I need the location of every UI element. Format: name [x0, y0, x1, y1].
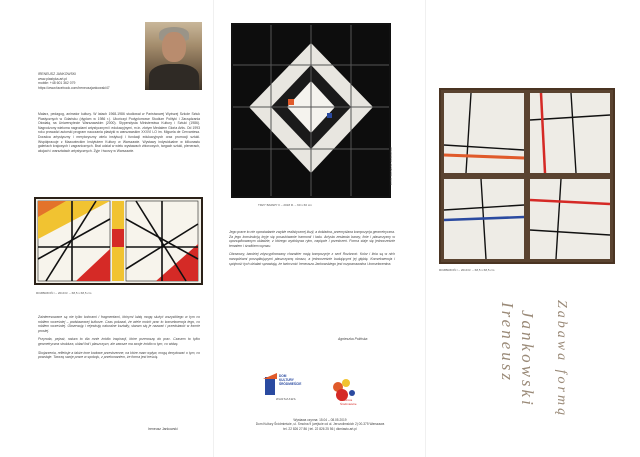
website-link[interactable]: www.plastyka.art.pl: [38, 76, 68, 81]
logo-text: ŚRÓDMIEŚCIE: [279, 381, 302, 386]
cover-exhibition-title: [554, 300, 569, 418]
artwork-rozbrzon-right-image: [441, 90, 613, 262]
caption-left-artwork: ROZBRZOŃ I – 2019 R. – 68,5 x 68,5 cm: [36, 291, 92, 295]
artist-bio: Malarz, pedagog, animator kultury. W latach 1968-1986 studiował w Państwowej Wyższej Szkole Sztuk Plastycznych w Gdańsku (dyplom w 1986 r.). Ukończył Podyplomowe Studium Polityki i Zarządzania Oświatą na Uniwersytecie Warszawskim (2000). Stypendysta Ministerstwa Kultury i Sztuki (1986). Nagrodzony wieloma nagrodami artystycznymi i edukacyjnymi, m.in. złotym Medalem Gloria Artis. Od 1993 roku prowadzi autorski program nauczania plastyki w warszawskim XXXVI LO im. Miguela de Cervantesa. Doradca artystyczny i merytoryczny wielu instytucji i fundacji edukacyjnych oraz promocji sztuki. Współpracuje z Mazowieckim Instytutem Kultury w Warszawie. Wystawy indywidualne w kilkunastu galeriach krajowych i zagranicznych. Brał udział w wielu wystawach zbiorowych, targach sztuki, plenerach, akcjach i warsztatach artystycznych. Żyje i tworzy w Warszawie.: [38, 112, 200, 153]
curator-text: [229, 230, 395, 270]
photo-credit: FOTO: IRENEUSZ JANKOWSKI: [390, 147, 393, 185]
footer-address: Dom Kultury Śródmieście, ul. Smolna 9 (wejście od ul. Jerozolimskich 2) 00-375 Warszawa: [255, 422, 385, 427]
cover-last-name: Jankowski: [518, 310, 537, 408]
cover-first-name: Ireneusz: [498, 302, 517, 383]
srodmiescie-logo[interactable]: [326, 373, 372, 411]
cover-title: Zabawa formą: [554, 300, 569, 419]
cover-artist-surname: [518, 310, 536, 408]
footer-contact: tel. 22 826 27 86 | tel. 22 826 25 56 | dkmiasto.art.pl: [283, 426, 357, 431]
statement-paragraph: Przyroda, pejzaż, natura to dla mnie źródło inspiracji, które przenoszę do prac. Czasem to tylko geometryczna struktura, układ linii i płaszczyzn, ale zawsze ma swoje źródło w tym, co widzę.: [38, 337, 200, 346]
exhibition-footer: [235, 418, 405, 431]
caption-center-artwork: TRZY BARWY II – 2018 R. – 60 x 60 cm: [258, 203, 312, 207]
signature-curator: Agnieszka Polińska: [338, 337, 368, 341]
logo-text: Śródmieście: [340, 401, 357, 406]
artwork-trzy-barwy-image: [233, 25, 389, 196]
logo-text: KULTURY: [279, 377, 294, 382]
signature-artist: Ireneusz Jankowski: [148, 427, 178, 431]
artwork-rozbrzon-left-image: [36, 199, 201, 283]
facebook-link[interactable]: https://www.facebook.com/ireneuszjankowski47: [38, 85, 110, 90]
statement-paragraph: Zainteresowane są nie tylko kolorami i fragmentami, którymi lubię mogę służyć wszystkiego w tym co robiłem wcześniej – podstawowej kulturze. Czas pokazał, że wiele moich prac to konsekwencja tego, co robiłem wcześniej. Obserwuję i rejestruję naturalne kształty, staram się je nazwać i przedstawić w formie prostej.: [38, 315, 200, 333]
artist-statement: [38, 315, 200, 364]
footer-dates: Wystawa czynna: 15.04 – 08.05.2019: [293, 418, 347, 422]
artwork-rozbrzon-right: [439, 88, 615, 264]
artwork-rozbrzon-left: [34, 197, 203, 285]
caption-right-artwork: ROZBRZOŃ I – 2019 R. – 68,5 x 68,5 cm: [439, 268, 495, 272]
cover-artist-name: [498, 302, 516, 383]
artist-portrait: [145, 22, 202, 90]
logo-text: DOM: [279, 374, 287, 378]
artwork-trzy-barwy: [231, 23, 391, 198]
curator-paragraph: Obrazowy, bardziej zdyscyplinowany charakter mają kompozycje z serii Rozbrzoń. Kolor i linia są w nich narzędziami porządkującymi płaszczyznę obrazu, a jednocześnie budującymi jej głębię. Konsekwencja i spójność tych działań sprawiają, że twórczość Ireneusza Jankowskiego jest rozpoznawalna i konsekwentna.: [229, 252, 395, 266]
contact-block: [38, 72, 128, 90]
mobile-number: mobile: +48 601 362 079: [38, 81, 76, 86]
logo-subtext: WARSZAWA: [276, 397, 297, 401]
logo-text: Dzielnica: [340, 398, 353, 402]
artist-name: IRENEUSZ JANKOWSKI: [38, 72, 77, 76]
statement-paragraph: Skojarzenia, refleksje a także inne kodowe przestrzenne, na które mam wpływ, mogą decydować o tym, co powstaje. Tworzę swoje prace w spokoju, z przekonaniem, że forma jest treścią.: [38, 350, 200, 360]
dom-kultury-logo[interactable]: [259, 371, 307, 411]
curator-paragraph: Jego prace to nie opowiadanie zwykłe realistycznej iluzji, a dokładna, przemyślana kompozycja geometryczna. Za jego konstrukcją kryje się poszukiwanie harmonii i ładu. Artysta zestawia barwy, linie i płaszczyzny w uporządkowanym układzie, z którego wydobywa rytm, napięcie i przestrzeń. Forma staje się jednocześnie tematem i środkiem wyrazu.: [229, 230, 395, 248]
